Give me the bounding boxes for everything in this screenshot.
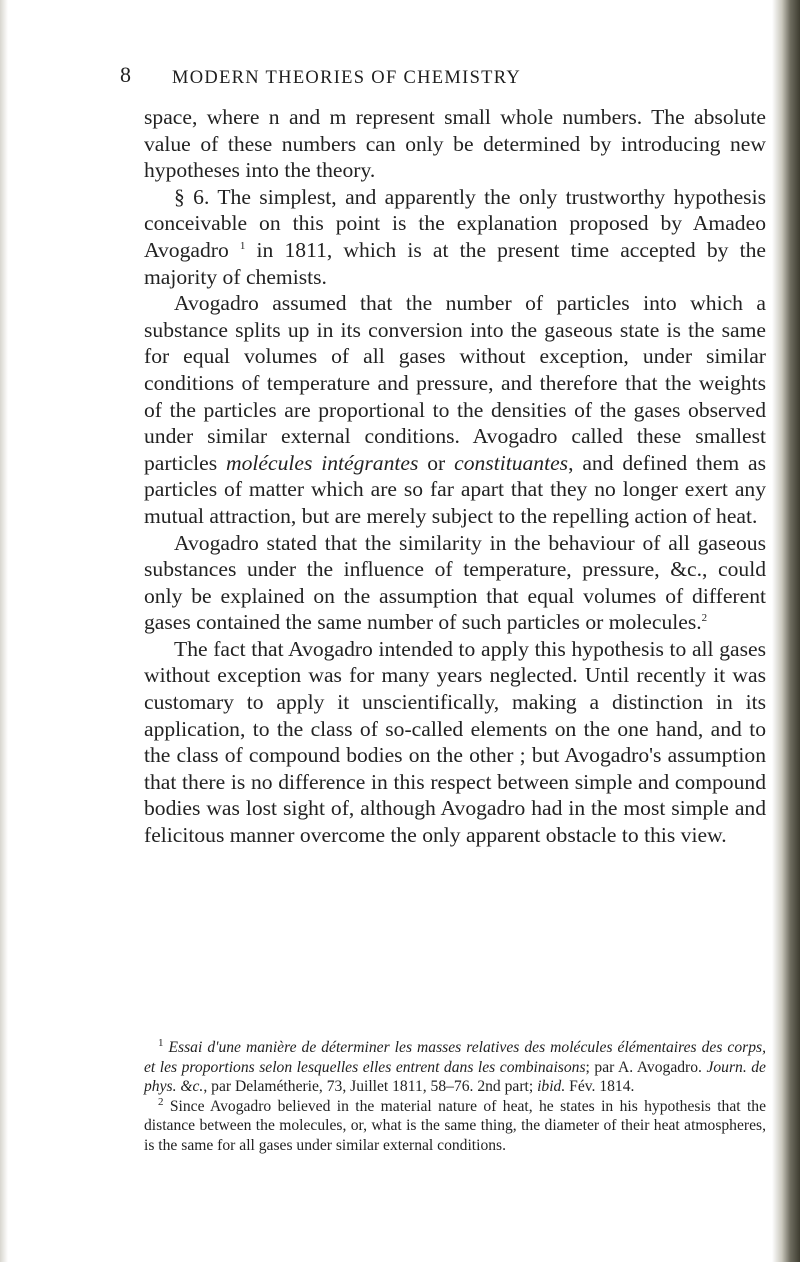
term-molecules-integrantes: molécules intégrantes <box>226 450 419 475</box>
footnote-2-mark: 2 <box>158 1095 164 1108</box>
footnote-1-title: Essai d'une manière de déterminer les masses relatives des molécules élémentaires des corps, et les proportions selon lesquelles elles entrent dans les combinaisons <box>144 1039 766 1076</box>
page-edge-shadow <box>772 0 800 1262</box>
page-number: 8 <box>120 62 131 87</box>
paragraph-2 <box>144 184 766 290</box>
footnote-1 <box>144 1038 766 1097</box>
paragraph-3-text-b: or <box>418 450 455 475</box>
paragraph-5: The fact that Avogadro intended to apply this hypothesis to all gases without exception was for many years neglected. Until recently it was customary to apply it unscientifically, making a distinction in its application, to the class of so-called elements on the one hand, and to the class of compound bodies on the other ; but Avogadro's assumption that there is no difference in this respect between simple and compound bodies was lost sight of, although Avogadro had in the most simple and felicitous manner overcome the only apparent obstacle to this view. <box>144 636 766 848</box>
footnote-2 <box>144 1097 766 1156</box>
term-constituantes: constituantes <box>454 450 569 475</box>
paragraph-2-text-b: in 1811, which is at the present time accepted by the majority of chemists. <box>144 237 766 289</box>
paragraph-1: space, where n and m represent small whole numbers. The absolute value of these numbers can only be determined by introducing new hypotheses into the theory. <box>144 105 766 183</box>
paragraph-2-text-a: § 6. The simplest, and apparently the only trustworthy hypothesis conceivable on this point is the explanation proposed by Amadeo Avogadro <box>144 184 766 262</box>
footnote-2-text: Since Avogadro believed in the material nature of heat, he states in his hypothesis that the distance between the molecules, or, what is the same thing, the diameter of their heat atmospheres, is the same for all gases under similar external conditions. <box>144 1097 767 1154</box>
paragraph-3 <box>144 290 766 529</box>
footnote-ref-1: 1 <box>239 239 246 252</box>
footnote-1-journal: Journ. de phys. &c. <box>144 1058 766 1096</box>
paragraph-3-text-a: Avogadro assumed that the number of particles into which a substance splits up in its conversion into the gaseous state is the same for equal volumes of all gases without exception, under similar conditions of temperature and pressure, and therefore that the weights of the particles are proportional to the densities of the gases observed under similar external conditions. Avogadro called these smallest particles <box>144 291 766 475</box>
footnotes <box>144 1038 766 1156</box>
footnote-ref-2: 2 <box>701 612 708 625</box>
footnote-1-author: ; par A. Avogadro. <box>585 1058 707 1076</box>
paragraph-3-text-c: , and defined them as particles of matter which are so far apart that they no longer exert any mutual attraction, but are merely subject to the repelling action of heat. <box>144 450 767 528</box>
footnote-1-details: , par Delamétherie, 73, Juillet 1811, 58–76. 2nd part; <box>203 1078 538 1096</box>
running-head: MODERN THEORIES OF CHEMISTRY <box>172 68 522 88</box>
body-text <box>144 104 766 849</box>
footnote-1-ibid: ibid. <box>537 1078 566 1096</box>
paragraph-4-text: Avogadro stated that the similarity in the behaviour of all gaseous substances under the influence of temperature, pressure, &c., could only be explained on the assumption that equal volumes of different gases contained the same number of such particles or molecules. <box>144 530 766 635</box>
paragraph-4 <box>144 530 766 636</box>
footnote-1-mark: 1 <box>158 1036 164 1049</box>
footnote-1-end: Fév. 1814. <box>565 1078 635 1096</box>
page-gutter-shadow <box>0 0 8 1262</box>
